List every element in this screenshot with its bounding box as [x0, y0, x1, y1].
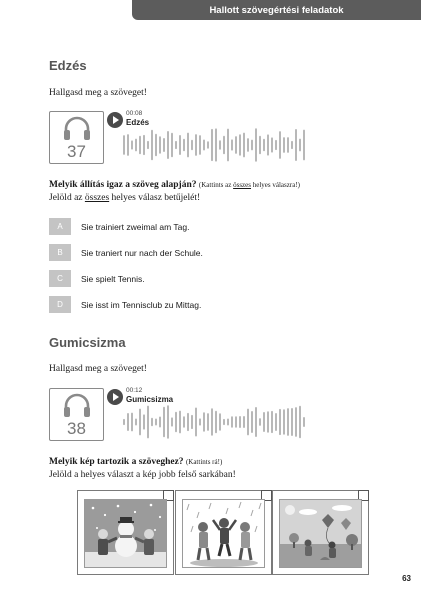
- waveform-bar: [207, 141, 209, 148]
- waveform-bar: [267, 134, 269, 155]
- waveform-bar: [295, 129, 297, 161]
- audio-player-37: [49, 111, 311, 164]
- waveform-bar: [203, 140, 205, 151]
- waveform-bar: [171, 417, 173, 426]
- audio-waveform[interactable]: [121, 402, 311, 442]
- headphones-icon: [62, 393, 92, 419]
- waveform-bar: [159, 136, 161, 154]
- option-b[interactable]: [49, 244, 203, 261]
- waveform-bar: [123, 135, 125, 155]
- option-letter[interactable]: A: [49, 218, 71, 235]
- question-2: [49, 457, 222, 467]
- waveform-bar: [255, 407, 257, 437]
- task-instruction-1: [49, 193, 200, 203]
- waveform-bar: [187, 133, 189, 158]
- waveform-bar: [171, 133, 173, 157]
- waveform-bar: [179, 411, 181, 434]
- audio-player-38: [49, 388, 311, 441]
- waveform-bar: [127, 413, 129, 431]
- waveform-bar: [203, 412, 205, 432]
- waveform-bar: [211, 129, 213, 161]
- sunny-park-kites-picture: [279, 499, 362, 568]
- waveform-bar: [295, 407, 297, 437]
- waveform-bar: [175, 412, 177, 432]
- waveform-bar: [271, 411, 273, 433]
- option-letter[interactable]: C: [49, 270, 71, 287]
- waveform-bar: [255, 128, 257, 162]
- audio-title: Edzés: [126, 118, 150, 127]
- waveform-bar: [303, 417, 305, 427]
- option-text: Sie spielt Tennis.: [81, 273, 145, 284]
- waveform-bar: [147, 406, 149, 439]
- waveform-bar: [163, 138, 165, 152]
- waveform-bar: [279, 409, 281, 435]
- waveform-bar: [187, 413, 189, 431]
- waveform-bar: [131, 140, 133, 149]
- waveform-bar: [123, 419, 125, 425]
- waveform-bar: [263, 139, 265, 152]
- waveform-bar: [223, 419, 225, 425]
- waveform-bar: [139, 136, 141, 154]
- waveform-bar: [259, 418, 261, 426]
- option-c[interactable]: [49, 270, 145, 287]
- section-title-gumicsizma: Gumicsizma: [49, 335, 126, 350]
- waveform-bar: [167, 131, 169, 159]
- option-d[interactable]: [49, 296, 201, 313]
- option-a[interactable]: [49, 218, 190, 235]
- picture-option-1[interactable]: [77, 490, 174, 575]
- waveform-bar: [195, 134, 197, 156]
- waveform-bar: [299, 406, 301, 439]
- waveform-bar: [287, 137, 289, 153]
- waveform-bar: [239, 416, 241, 428]
- waveform-bar: [143, 414, 145, 429]
- waveform-bar: [151, 418, 153, 426]
- waveform-bar: [299, 139, 301, 152]
- waveform-bar: [139, 409, 141, 436]
- waveform-bar: [283, 409, 285, 435]
- question-text: Melyik állítás igaz a szöveg alapján?: [49, 180, 197, 190]
- headphones-icon: [62, 116, 92, 142]
- page-number: 63: [402, 574, 411, 583]
- waveform-bar: [243, 133, 245, 158]
- winter-snowman-children-picture: [84, 499, 167, 568]
- task-underlined: összes: [84, 193, 110, 203]
- header-title: Hallott szövegértési feladatok: [209, 4, 344, 16]
- audio-title: Gumicsizma: [126, 395, 174, 404]
- waveform-bar: [291, 408, 293, 436]
- question-hint: (Kattints rá!): [185, 458, 223, 466]
- waveform-bar: [143, 135, 145, 155]
- waveform-bar: [151, 130, 153, 161]
- picture-option-2[interactable]: [175, 490, 272, 575]
- waveform-bar: [259, 136, 261, 154]
- section-title-edzes: Edzés: [49, 58, 87, 73]
- waveform-bar: [287, 408, 289, 436]
- task-post: helyes válasz betűjelét!: [109, 193, 201, 203]
- waveform-bar: [191, 415, 193, 429]
- waveform-bar: [267, 411, 269, 433]
- waveform-bar: [235, 136, 237, 154]
- waveform-bar: [199, 418, 201, 425]
- waveform-bar: [279, 131, 281, 159]
- waveform-bar: [247, 138, 249, 152]
- option-text: Sie traniert nur nach der Schule.: [81, 247, 203, 258]
- waveform-bar: [211, 408, 213, 435]
- waveform-bar: [183, 139, 185, 152]
- waveform-bar: [275, 413, 277, 431]
- task-pre: Jelöld az: [49, 193, 85, 203]
- waveform-bar: [191, 140, 193, 150]
- track-box: [49, 388, 104, 441]
- waveform-bar: [179, 135, 181, 155]
- waveform-bar: [227, 419, 229, 426]
- option-letter[interactable]: D: [49, 296, 71, 313]
- waveform-bar: [207, 413, 209, 431]
- waveform-bar: [303, 130, 305, 161]
- listen-instruction: Hallgasd meg a szöveget!: [49, 364, 147, 374]
- audio-duration: 00:08: [126, 110, 143, 117]
- track-number: 37: [67, 142, 86, 161]
- waveform-bar: [235, 416, 237, 427]
- question-hint: [199, 181, 300, 189]
- waveform-bar: [183, 416, 185, 427]
- waveform-bar: [155, 419, 157, 426]
- waveform-bar: [159, 417, 161, 428]
- option-letter[interactable]: B: [49, 244, 71, 261]
- waveform-bar: [291, 141, 293, 149]
- waveform-bar: [135, 139, 137, 152]
- waveform-bar: [219, 413, 221, 430]
- question-1: [49, 180, 300, 190]
- waveform-bar: [215, 411, 217, 434]
- waveform-bar: [163, 407, 165, 437]
- header-bar: [132, 0, 421, 20]
- audio-duration: 00:12: [126, 387, 143, 394]
- waveform-bar: [175, 141, 177, 149]
- option-text: Sie trainiert zweimal am Tag.: [81, 221, 190, 232]
- waveform-bar: [127, 134, 129, 156]
- waveform-bar: [215, 128, 217, 161]
- waveform-bar: [135, 418, 137, 425]
- waveform-bar: [275, 140, 277, 150]
- task-instruction-2: Jelöld a helyes választ a kép jobb felső sarkában!: [49, 470, 236, 480]
- listen-instruction: Hallgasd meg a szöveget!: [49, 88, 147, 98]
- waveform-bar: [231, 139, 233, 150]
- waveform-bar: [155, 134, 157, 157]
- question-text: Melyik kép tartozik a szöveghez?: [49, 457, 184, 467]
- waveform-bar: [147, 141, 149, 149]
- picture-option-3[interactable]: [272, 490, 369, 575]
- rain-children-jumping-picture: [182, 499, 265, 568]
- track-box: [49, 111, 104, 164]
- waveform-bar: [239, 134, 241, 155]
- waveform-bar: [227, 129, 229, 162]
- waveform-bar: [263, 412, 265, 432]
- waveform-bar: [223, 136, 225, 154]
- waveform-bar: [271, 137, 273, 152]
- waveform-bar: [247, 409, 249, 436]
- waveform-bar: [167, 405, 169, 438]
- hint-pre: (Kattints az: [198, 181, 234, 189]
- audio-waveform[interactable]: [121, 125, 311, 165]
- waveform-bar: [231, 416, 233, 428]
- waveform-bar: [283, 137, 285, 153]
- track-number: 38: [67, 419, 86, 438]
- waveform-bar: [195, 407, 197, 436]
- waveform-bar: [199, 135, 201, 155]
- option-text: Sie isst im Tennisclub zu Mittag.: [81, 299, 202, 310]
- waveform-bar: [131, 413, 133, 432]
- waveform-bar: [251, 411, 253, 433]
- waveform-bar: [243, 416, 245, 428]
- hint-underlined: összes: [233, 181, 251, 189]
- hint-post: helyes válaszra!): [251, 181, 300, 189]
- waveform-bar: [251, 140, 253, 151]
- waveform-bar: [219, 140, 221, 149]
